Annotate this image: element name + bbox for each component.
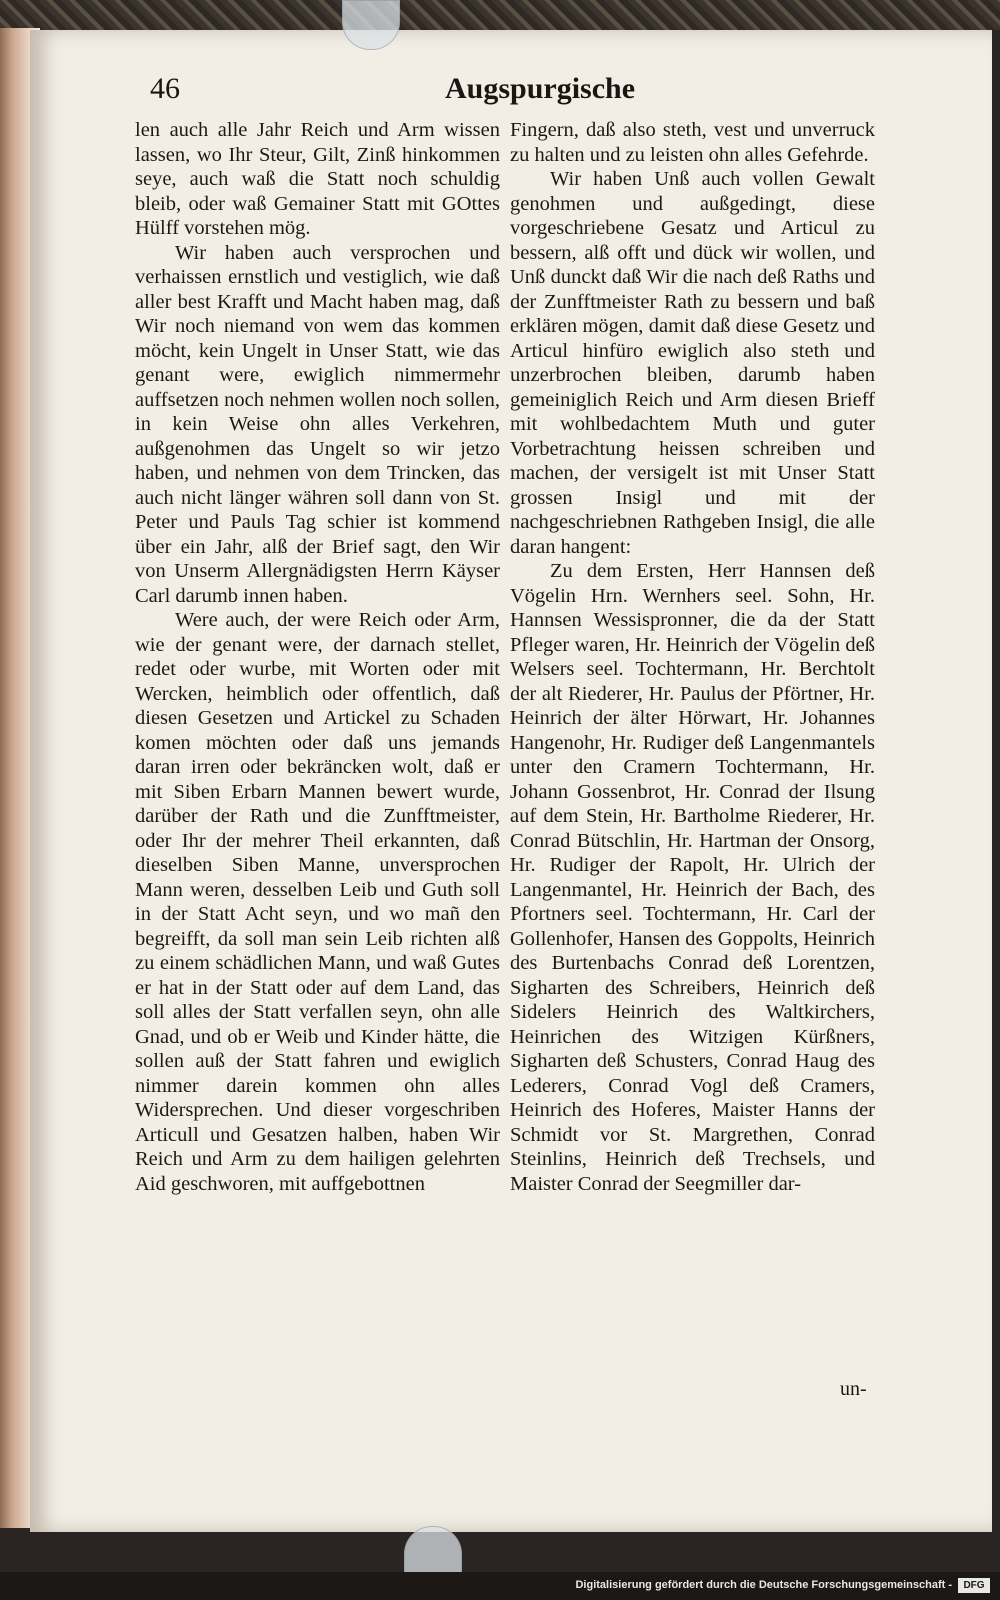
paragraph: len auch alle Jahr Reich und Arm wissen lassen, wo Ihr Steur, Gilt, Zinß hinkommen seye, auch waß die Statt noch schuldig bleib, oder waß Gemainer Statt mit GOttes Hülff vorstehen mög. (135, 119, 500, 239)
paragraph: Fingern, daß also steth, vest und unverruck zu halten und zu leisten ohn alles Gefehrde. (510, 119, 875, 166)
paragraph: Were auch, der were Reich oder Arm, wie der genant were, der darnach stellet, redet oder wurbe, mit Worten oder mit Wercken, heimblich oder offentlich, daß diesen Gesetzen und Artickel zu Schaden komen möchten oder daß uns jemands daran irren oder bekräncken wolt, daß er mit Siben Erbarn Mannen bewert wurde, darüber der Rath und die Zunfftmeister, oder Ihr der mehrer Theil erkannten, daß dieselben Siben Manne, unversprochen Mann weren, desselben Leib und Guth soll in der Statt Acht seyn, und wo mañ den begreifft, da soll man sein Leib richten alß zu einem schädlichen Mann, und waß Gutes er hat in der Statt oder auf dem Land, das soll alles der Statt verfallen seyn, ohn alle Gnad, und ob er Weib und Kinder hätte, die sollen auß der Statt fahren und ewiglich nimmer darein kommen ohn alles Widersprechen. Und dieser vorgeschriben Articull und Gesatzen halben, haben Wir Reich und Arm zu dem hailigen gelehrten Aid geschworen, mit auffgebottnen (135, 609, 500, 1195)
left-column (135, 118, 500, 1196)
paragraph: Zu dem Ersten, Herr Hannsen deß Vögelin Hrn. Wernhers seel. Sohn, Hr. Hannsen Wessispronner, die da der Statt Pfleger waren, Hr. Heinrich der Vögelin deß Welsers seel. Tochtermann, Hr. Berchtolt der alt Riederer, Hr. Paulus der Pförtner, Hr. Heinrich der älter Hörwart, Hr. Johannes Hangenohr, Hr. Rudiger deß Langenmantels unter den Cramern Tochtermann, Hr. Johann Gossenbrot, Hr. Conrad der Ilsung auf dem Stein, Hr. Bartholme Riederer, Hr. Conrad Bütschlin, Hr. Hartman der Onsorg, Hr. Rudiger der Rapolt, Hr. Ulrich der Langenmantel, Hr. Heinrich der Bach, des Pfortners seel. Tochtermann, Hr. Carl der Gollenhofer, Hansen des Goppolts, Heinrich des Burtenbachs Conrad deß Lorentzen, Sigharten des Schreibers, Heinrich deß Sidelers Heinrich des Waltkirchers, Heinrichen des Witzigen Kürßners, Sigharten deß Schusters, Conrad Haug des Lederers, Conrad Vogl deß Cramers, Heinrich des Hoferes, Maister Hanns der Schmidt vor St. Margrethen, Conrad Steinlins, Heinrich deß Trechsels, und Maister Conrad der Seegmiller dar- (510, 560, 875, 1195)
catchword: un- (840, 1378, 867, 1400)
paragraph: Wir haben auch versprochen und verhaissen ernstlich und vestiglich, wie daß aller best Krafft und Macht haben mag, daß Wir noch niemand von wem das kommen möcht, kein Ungelt in Unser Statt, wie das genant were, ewiglich nimmermehr auffsetzen noch nehmen wollen noch sollen, in kein Weise ohn alles Verkehren, außgenohmen das Ungelt so wir jetzo haben, und nehmen von dem Trincken, das auch nicht länger währen soll dann von St. Peter und Pauls Tag schier ist kommend über ein Jahr, alß der Brief sagt, den Wir von Unserm Allergnädigsten Herrn Käyser Carl darumb innen haben. (135, 241, 500, 607)
funding-credit: Digitalisierung gefördert durch die Deutsche Forschungsgemeinschaft - (575, 1579, 952, 1591)
paragraph: Wir haben Unß auch vollen Gewalt genohmen und außgedingt, diese vorgeschriebene Gesatz und Articul zu bessern, alß offt und dück wir wollen, und Unß dunckt daß Wir die nach deß Raths und der Zunfftmeister Rath zu bessern und baß erklären mögen, damit daß diese Gesetz und Articul hinfüro ewiglich also steth und unzerbrochen bleiben, darumb haben gemeiniglich Reich und Arm diesen Brieff mit wohlbedachtem Muth und guter Vorbetrachtung heissen schreiben und machen, der versigelt ist mit Unser Statt grossen Insigl und mit der nachgeschriebnen Rathgeben Insigl, die alle daran hangent: (510, 168, 875, 558)
page-clip-bottom (404, 1526, 462, 1576)
book-cover-edge (0, 0, 1000, 30)
running-head: Augspurgische (445, 72, 636, 105)
digitization-footer (0, 1572, 1000, 1600)
page-header (150, 72, 890, 112)
right-column (510, 118, 875, 1196)
page-number: 46 (150, 72, 180, 105)
dfg-logo: DFG (958, 1578, 990, 1593)
